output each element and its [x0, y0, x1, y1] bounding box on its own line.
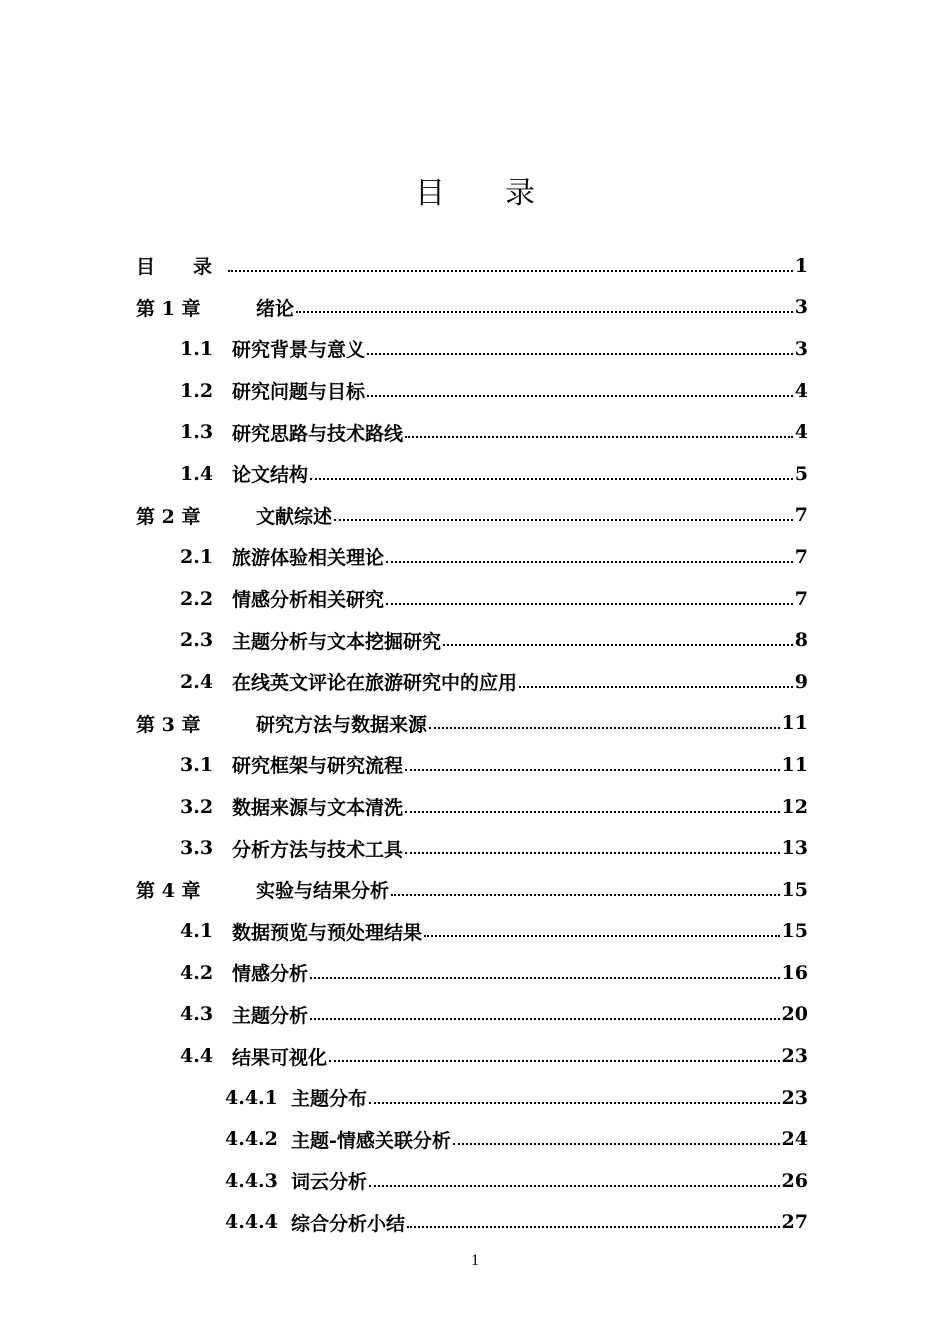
toc-entry[interactable] [136, 536, 808, 578]
toc-entry[interactable] [136, 1118, 808, 1160]
toc-entry-number: 3.3 [180, 837, 214, 860]
toc-entry-label: 旅游体验相关理论 [232, 547, 385, 570]
toc-entry[interactable] [136, 287, 808, 329]
toc-entry-page: 7 [794, 587, 808, 610]
toc-entry-page: 3 [794, 296, 808, 319]
toc-entry-page: 26 [781, 1169, 808, 1192]
toc-entry-label: 论文结构 [232, 464, 309, 487]
toc-leader-dots [429, 727, 780, 729]
toc-leader-dots [405, 852, 780, 854]
toc-entry-label: 主题分析与文本挖掘研究 [232, 630, 442, 653]
toc-entry-number: 4.4.2 [225, 1128, 278, 1151]
toc-entry-label: 实验与结果分析 [256, 880, 390, 903]
toc-entry[interactable] [136, 827, 808, 869]
toc-entry[interactable] [136, 994, 808, 1036]
toc-entry-label: 绪论 [256, 297, 295, 320]
toc-entry[interactable] [136, 1077, 808, 1119]
toc-entry-page: 12 [781, 795, 808, 818]
toc-entry[interactable] [136, 411, 808, 453]
toc-entry[interactable] [136, 703, 808, 745]
toc-entry-number: 4.4.1 [225, 1086, 278, 1109]
toc-entry-number: 4.4.3 [225, 1169, 278, 1192]
toc-entry-number: 3.1 [180, 753, 214, 776]
toc-entry-number: 4.4.4 [225, 1211, 278, 1234]
toc-leader-dots [310, 977, 780, 979]
toc-leader-dots [367, 395, 793, 397]
toc-entry-number: 2.4 [180, 670, 214, 693]
toc-entry-number: 3.2 [180, 795, 214, 818]
toc-leader-dots [386, 561, 793, 563]
toc-entry-label: 数据预览与预处理结果 [232, 921, 423, 944]
page-number: 1 [471, 1252, 479, 1269]
toc-entry-number: 4.3 [180, 1003, 214, 1026]
toc-entry[interactable] [136, 619, 808, 661]
toc-entry-page: 15 [781, 878, 808, 901]
toc-leader-dots [310, 1018, 780, 1020]
toc-entry-number: 第 3 章 [136, 713, 201, 736]
toc-leader-dots [453, 1143, 780, 1145]
toc-entry[interactable] [136, 245, 808, 287]
toc-leader-dots [329, 1060, 780, 1062]
toc-leader-dots [369, 1102, 780, 1104]
toc-leader-dots [310, 478, 793, 480]
toc-entry[interactable] [136, 453, 808, 495]
toc-entry-label: 情感分析相关研究 [232, 589, 385, 612]
toc-entry-page: 11 [781, 753, 808, 776]
toc-entry[interactable] [136, 1160, 808, 1202]
toc-leader-dots [405, 769, 780, 771]
title-left: 目 [415, 176, 445, 211]
toc-entry-page: 24 [781, 1128, 808, 1151]
toc-entry-page: 27 [781, 1211, 808, 1234]
toc-leader-dots [367, 353, 793, 355]
toc-leader-dots [424, 935, 780, 937]
toc-entry-number: 第 2 章 [136, 505, 201, 528]
toc-entry-page: 15 [781, 920, 808, 943]
toc-entry-label: 情感分析 [232, 963, 309, 986]
toc-entry-number: 1.4 [180, 462, 214, 485]
toc-entry[interactable] [136, 661, 808, 703]
page-title [0, 168, 950, 212]
toc-entry-label: 研究背景与意义 [232, 339, 366, 362]
toc-entry-page: 1 [794, 254, 808, 277]
toc-entry-page: 7 [794, 504, 808, 527]
toc-entry-number: 目 录 [136, 256, 213, 279]
title-right: 录 [505, 176, 535, 211]
toc-entry-page: 7 [794, 545, 808, 568]
toc-entry-label: 文献综述 [256, 505, 333, 528]
toc-entry-label: 主题分析 [232, 1004, 309, 1027]
toc-leader-dots [369, 1185, 780, 1187]
toc-entry[interactable] [136, 495, 808, 537]
toc-entry-number: 1.1 [180, 337, 214, 360]
toc-entry-label: 分析方法与技术工具 [232, 838, 404, 861]
toc-entry[interactable] [136, 1202, 808, 1244]
toc-entry[interactable] [136, 869, 808, 911]
toc-entry-page: 5 [794, 462, 808, 485]
toc-leader-dots [407, 1226, 780, 1228]
toc-leader-dots [334, 519, 793, 521]
toc-entry-page: 23 [781, 1045, 808, 1068]
toc-entry-number: 4.2 [180, 961, 214, 984]
toc-entry-label: 主题分布 [291, 1088, 368, 1111]
toc-entry-label: 主题-情感关联分析 [291, 1129, 451, 1152]
toc-entry-page: 20 [781, 1003, 808, 1026]
toc-entry-label: 研究思路与技术路线 [232, 422, 404, 445]
toc-entry-label: 研究问题与目标 [232, 381, 366, 404]
toc-entry[interactable] [136, 786, 808, 828]
toc-entry-page: 16 [781, 961, 808, 984]
toc-entry[interactable] [136, 578, 808, 620]
toc-entry-page: 23 [781, 1086, 808, 1109]
toc-entry[interactable] [136, 911, 808, 953]
toc-entry-page: 11 [781, 712, 808, 735]
toc-entry-label: 在线英文评论在旅游研究中的应用 [232, 672, 518, 695]
toc-entry-label: 结果可视化 [232, 1046, 328, 1069]
table-of-contents [136, 245, 808, 1243]
toc-entry-number: 2.3 [180, 629, 214, 652]
toc-entry[interactable] [136, 328, 808, 370]
toc-entry-number: 4.1 [180, 920, 214, 943]
toc-entry-page: 9 [794, 670, 808, 693]
toc-leader-dots [386, 603, 793, 605]
toc-entry[interactable] [136, 370, 808, 412]
toc-leader-dots [443, 644, 793, 646]
toc-entry-label: 研究框架与研究流程 [232, 755, 404, 778]
toc-leader-dots [519, 686, 793, 688]
toc-leader-dots [405, 436, 793, 438]
toc-entry[interactable] [136, 1035, 808, 1077]
toc-entry-number: 1.3 [180, 421, 214, 444]
toc-entry-page: 13 [781, 837, 808, 860]
toc-entry-page: 3 [794, 337, 808, 360]
toc-entry-label: 研究方法与数据来源 [256, 713, 428, 736]
toc-entry-page: 8 [794, 629, 808, 652]
toc-entry-label: 数据来源与文本清洗 [232, 797, 404, 820]
toc-leader-dots [296, 311, 793, 313]
toc-entry-page: 4 [794, 421, 808, 444]
toc-leader-dots [405, 811, 780, 813]
toc-entry-number: 第 1 章 [136, 297, 201, 320]
toc-entry-page: 4 [794, 379, 808, 402]
toc-entry-number: 4.4 [180, 1045, 214, 1068]
toc-leader-dots [228, 270, 793, 272]
toc-entry-number: 2.2 [180, 587, 214, 610]
toc-entry[interactable] [136, 952, 808, 994]
toc-entry-number: 1.2 [180, 379, 214, 402]
toc-leader-dots [391, 894, 780, 896]
toc-entry-label: 词云分析 [291, 1171, 368, 1194]
toc-entry-label: 综合分析小结 [291, 1212, 406, 1235]
toc-entry[interactable] [136, 744, 808, 786]
toc-entry-number: 2.1 [180, 545, 214, 568]
toc-entry-number: 第 4 章 [136, 880, 201, 903]
